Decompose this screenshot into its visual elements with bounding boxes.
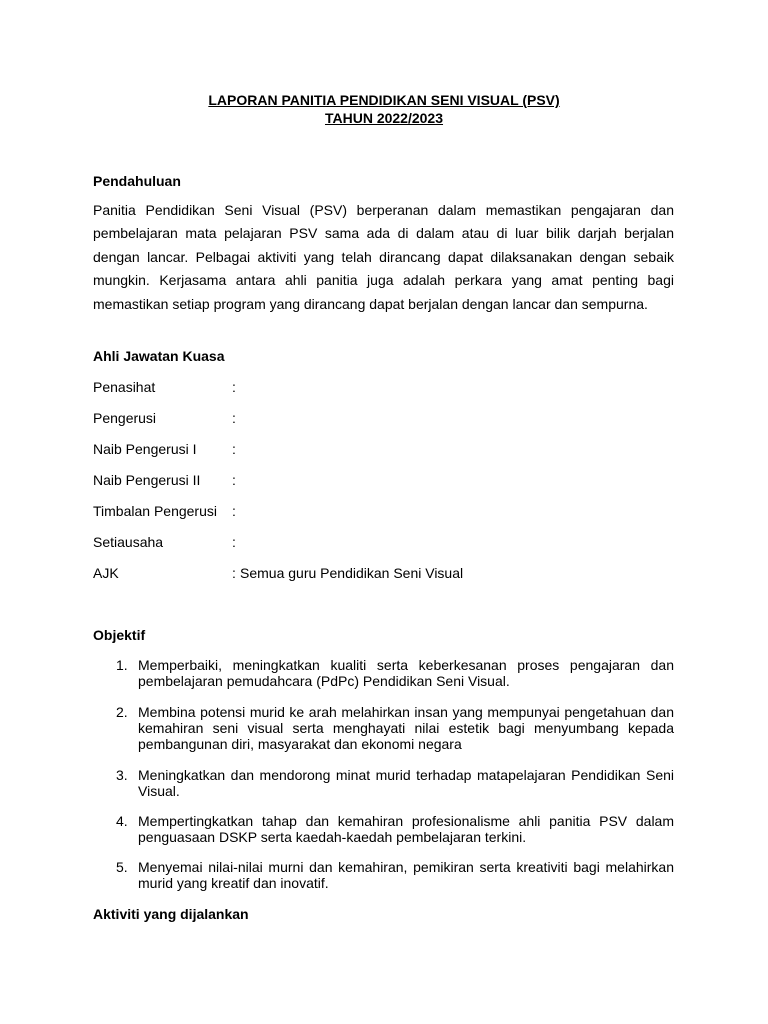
list-item-number: 4. — [116, 813, 128, 829]
committee-colon: : — [232, 472, 236, 488]
committee-colon: : — [232, 410, 236, 426]
list-item — [116, 813, 674, 845]
document-subtitle-year: TAHUN 2022/2023 — [324, 110, 444, 126]
intro-paragraph: Panitia Pendidikan Seni Visual (PSV) berperanan dalam memastikan pengajaran dan pembelajaran mata pelajaran PSV sama ada di dalam atau di luar bilik darjah berjalan dengan lancar. Pelbagai aktiviti yang telah dirancang dapat dilaksanakan dengan sebaik mungkin. Kerjasama antara ahli panitia juga adalah perkara yang amat penting bagi memastikan setiap program yang dirancang dapat berjalan dengan lancar dan sempurna. — [93, 202, 674, 312]
committee-heading: Ahli Jawatan Kuasa — [93, 348, 225, 364]
committee-colon: : — [232, 441, 236, 457]
list-item-text: Mempertingkatkan tahap dan kemahiran profesionalisme ahli panitia PSV dalam penguasaan DSKP serta kaedah-kaedah pembelajaran terkini. — [138, 813, 674, 845]
committee-colon: : — [232, 565, 236, 581]
committee-role: Timbalan Pengerusi — [93, 503, 217, 519]
committee-colon: : — [232, 379, 236, 395]
committee-role: Naib Pengerusi II — [93, 472, 201, 488]
list-item-number: 2. — [116, 704, 128, 720]
list-item-text: Menyemai nilai-nilai murni dan kemahiran, pemikiran serta kreativiti bagi melahirkan murid yang kreatif dan inovatif. — [138, 859, 674, 891]
committee-colon: : — [232, 503, 236, 519]
list-item-number: 3. — [116, 767, 128, 783]
committee-member: Semua guru Pendidikan Seni Visual — [240, 565, 464, 581]
committee-role: AJK — [93, 565, 119, 581]
committee-role: Naib Pengerusi I — [93, 441, 197, 457]
committee-role: Penasihat — [93, 379, 156, 395]
committee-colon: : — [232, 534, 236, 550]
list-item-number: 1. — [116, 657, 128, 673]
list-item — [116, 767, 674, 799]
objectives-heading: Objektif — [93, 627, 146, 643]
committee-role: Pengerusi — [93, 410, 157, 426]
activities-heading: Aktiviti yang dijalankan — [93, 906, 249, 922]
list-item-text: Membina potensi murid ke arah melahirkan insan yang mempunyai pengetahuan dan kemahiran seni visual serta menghayati nilai estetik bagi menyumbang kepada pembangunan diri, masyarakat dan ekonomi negara — [138, 704, 674, 752]
list-item — [116, 657, 674, 689]
list-item-number: 5. — [116, 859, 128, 875]
list-item — [116, 859, 674, 891]
committee-role: Setiausaha — [93, 534, 164, 550]
intro-heading: Pendahuluan — [93, 173, 181, 189]
list-item — [116, 704, 674, 752]
document-title: LAPORAN PANITIA PENDIDIKAN SENI VISUAL (PSV) — [208, 92, 560, 108]
list-item-text: Memperbaiki, meningkatkan kualiti serta keberkesanan proses pengajaran dan pembelajaran pemudahcara (PdPc) Pendidikan Seni Visual. — [138, 657, 674, 689]
list-item-text: Meningkatkan dan mendorong minat murid terhadap matapelajaran Pendidikan Seni Visual. — [138, 767, 674, 799]
